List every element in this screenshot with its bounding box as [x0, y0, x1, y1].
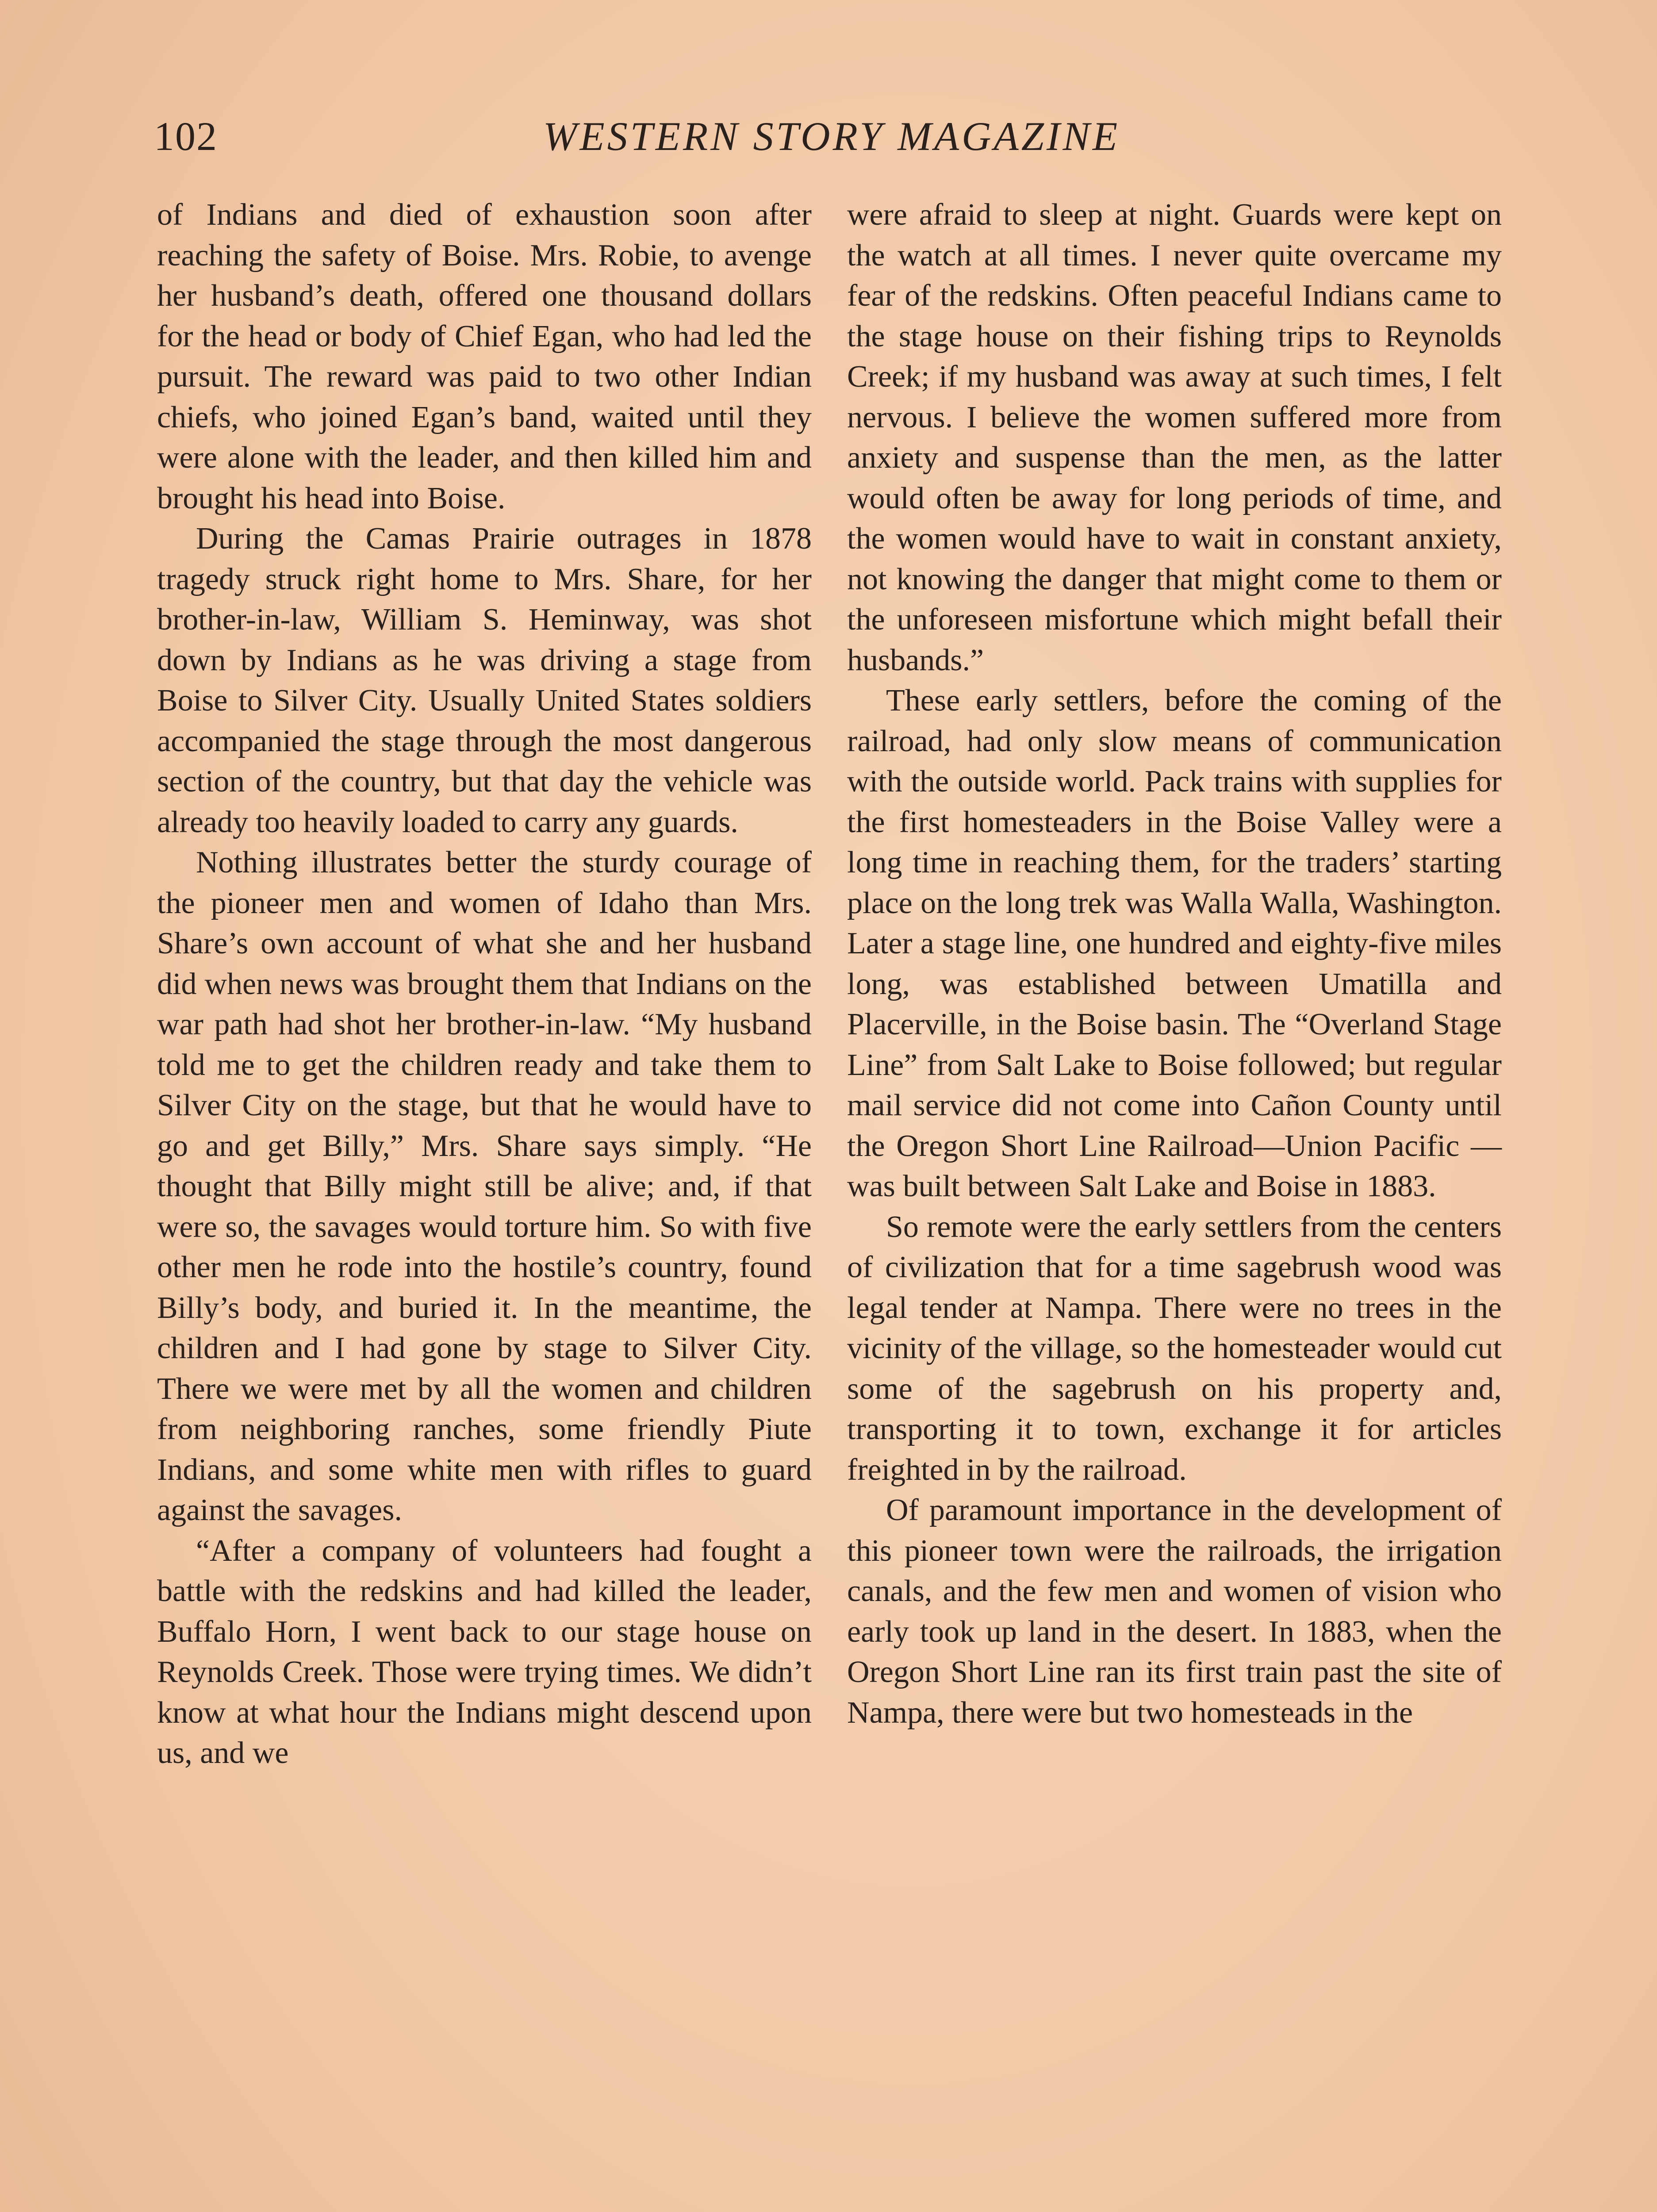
paragraph: were afraid to sleep at night. Guards were kept on the watch at all times. I never quite overcame my fear of the redskins. Often peaceful Indians came to the stage house on their fishing trips to Reynolds Creek; if my husband was away at such times, I felt nervous. I believe the women suffered more from anxiety and suspense than the men, as the latter would often be away for long periods of time, and the women would have to wait in constant anxiety, not knowing the danger that might come to them or the unforeseen misfortune which might befall their husbands.” — [847, 198, 1502, 677]
paragraph: During the Camas Prairie outrages in 1878 tragedy struck right home to Mrs. Share, for her brother-in-law, William S. Heminway, was shot down by Indians as he was driving a stage from Boise to Silver City. Usually United States soldiers accompanied the stage through the most dangerous section of the country, but that day the vehicle was already too heavily loaded to carry any guards. — [157, 522, 812, 839]
page-number: 102 — [154, 114, 218, 159]
paragraph: So remote were the early settlers from the centers of civilization that for a time sagebrush wood was legal tender at Nampa. There were no trees in the vicinity of the village, so the homesteader would cut some of the sagebrush on his property and, transporting it to town, exchange it for articles freighted in by the railroad. — [847, 1210, 1502, 1487]
running-header: WESTERN STORY MAGAZINE — [543, 114, 1120, 159]
right-column — [847, 195, 1502, 1733]
paragraph: Nothing illustrates better the sturdy courage of the pioneer men and women of Idaho than Mrs. Share’s own account of what she and her husband did when news was brought them that Indians on the war path had shot her brother-in-law. “My husband told me to get the children ready and take them to Silver City on the stage, but that he would have to go and get Billy,” Mrs. Share says simply. “He thought that Billy might still be alive; and, if that were so, the savages would torture him. So with five other men he rode into the hostile’s country, found Billy’s body, and buried it. In the meantime, the children and I had gone by stage to Silver City. There we were met by all the women and children from neighboring ranches, some friendly Piute Indians, and some white men with rifles to guard against the savages. — [157, 845, 812, 1527]
left-column — [157, 195, 812, 1774]
paragraph: of Indians and died of exhaustion soon after reaching the safety of Boise. Mrs. Robie, to avenge her husband’s death, offered one thousand dollars for the head or body of Chief Egan, who had led the pursuit. The reward was paid to two other Indian chiefs, who joined Egan’s band, waited until they were alone with the leader, and then killed him and brought his head into Boise. — [157, 198, 812, 515]
paragraph: Of paramount importance in the development of this pioneer town were the railroads, the irrigation canals, and the few men and women of vision who early took up land in the desert. In 1883, when the Oregon Short Line ran its first train past the site of Nampa, there were but two homesteads in the — [847, 1493, 1502, 1730]
paragraph: “After a company of volunteers had fought a battle with the redskins and had killed the leader, Buffalo Horn, I went back to our stage house on Reynolds Creek. Those were trying times. We didn’t know at what hour the Indians might descend upon us, and we — [157, 1533, 812, 1770]
paragraph: These early settlers, before the coming of the railroad, had only slow means of communication with the outside world. Pack trains with supplies for the first homesteaders in the Boise Valley were a long time in reaching them, for the traders’ starting place on the long trek was Walla Walla, Washington. Later a stage line, one hundred and eighty-five miles long, was established between Umatilla and Placerville, in the Boise basin. The “Overland Stage Line” from Salt Lake to Boise followed; but regular mail service did not come into Cañon County until the Oregon Short Line Railroad—Union Pacific —was built between Salt Lake and Boise in 1883. — [847, 684, 1502, 1203]
